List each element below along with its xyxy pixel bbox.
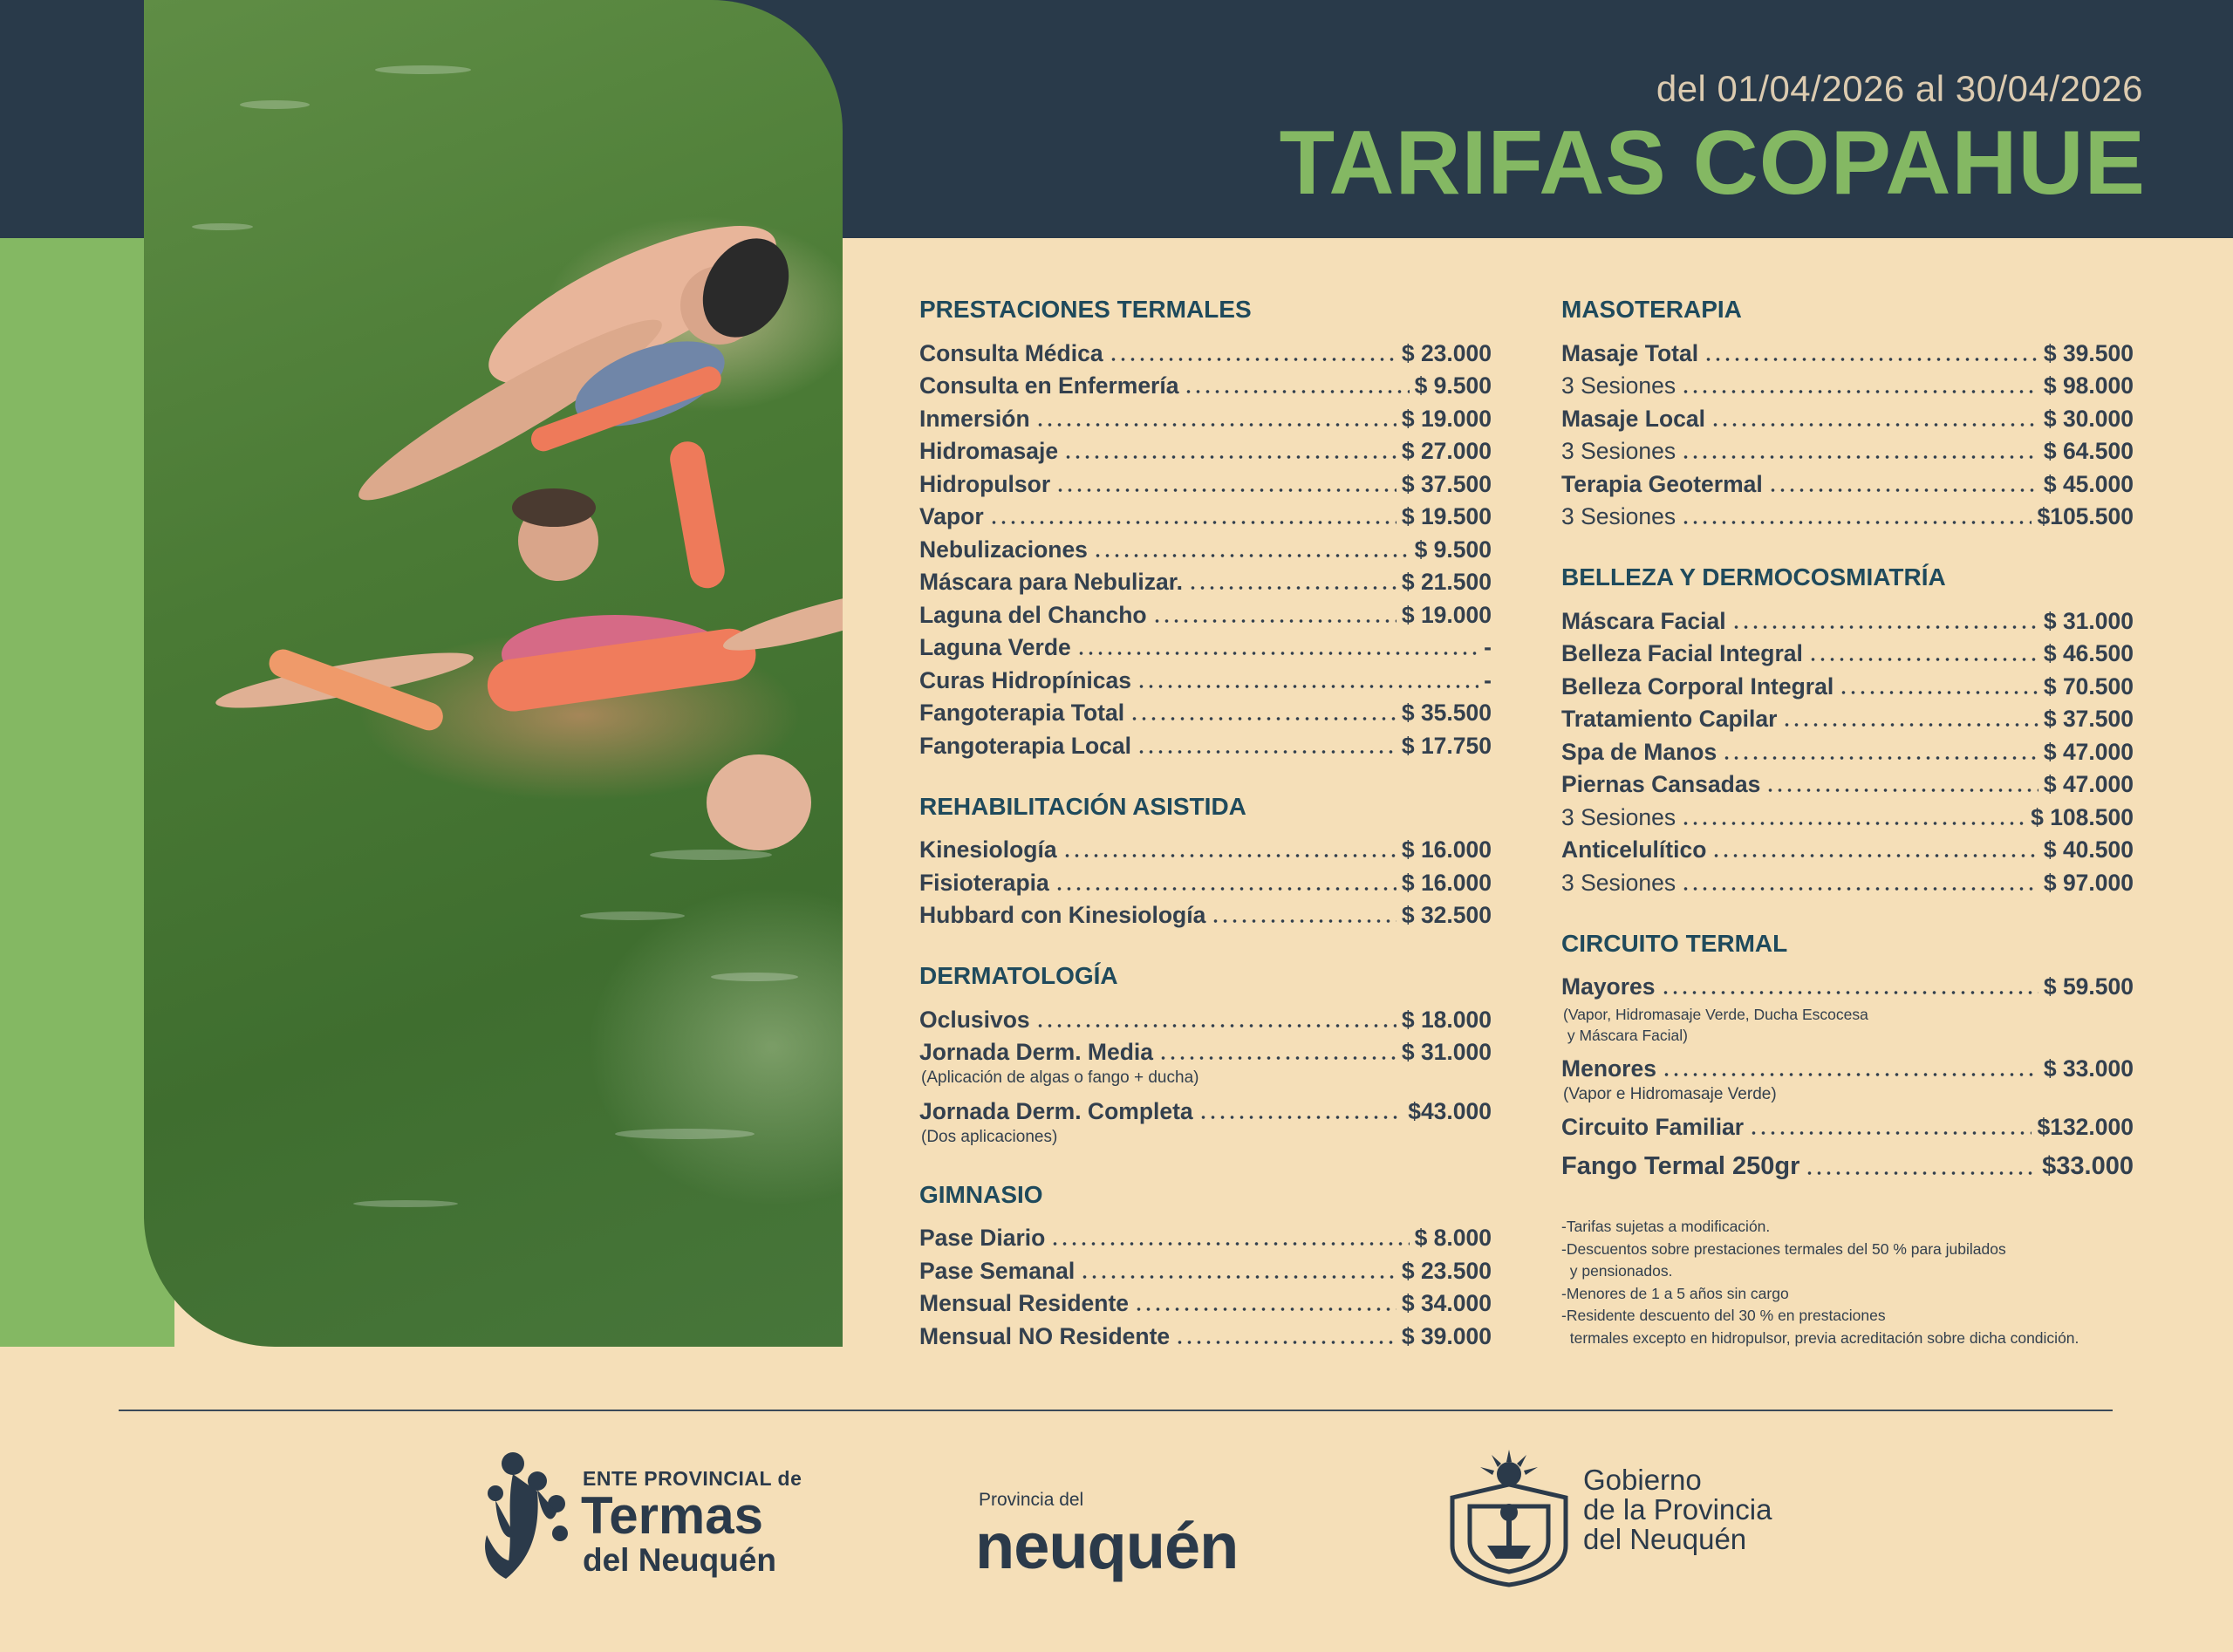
dot-leader (1080, 1275, 1396, 1279)
service-price: $ 31.000 (2043, 607, 2134, 634)
section-gimnasio (919, 1179, 1492, 1350)
section-prestaciones-termales (919, 294, 1492, 760)
price-row (1561, 1141, 2134, 1181)
service-price: $ 21.500 (1401, 569, 1492, 595)
price-row (919, 465, 1492, 498)
disclaimer-line: y pensionados. (1561, 1262, 1673, 1280)
price-row (919, 661, 1492, 694)
price-row (919, 334, 1492, 367)
price-row (1561, 667, 2134, 700)
service-price: $ 45.000 (2043, 470, 2134, 497)
dot-leader (1711, 423, 2038, 427)
dot-leader (1681, 390, 2038, 393)
service-name: Hidromasaje (919, 438, 1059, 464)
dot-leader (1749, 1131, 2032, 1135)
section-title: MASOTERAPIA (1561, 296, 1742, 323)
service-name: Hubbard con Kinesiología (919, 902, 1206, 928)
dot-leader (1681, 887, 2038, 891)
section-masoterapia (1561, 294, 2134, 530)
price-row (1561, 1109, 2134, 1142)
dot-leader (1681, 521, 2032, 524)
service-price: $ 23.000 (1401, 339, 1492, 366)
service-note: (Vapor e Hidromasaje Verde) (1563, 1084, 1777, 1103)
logo-text: Termas (581, 1486, 764, 1545)
dot-leader (1055, 488, 1396, 492)
service-name: Terapia Geotermal (1561, 470, 1763, 497)
service-price: $ 30.000 (2043, 405, 2134, 432)
logo-text: del Neuquén (1583, 1523, 1747, 1555)
service-name: Pase Diario (919, 1225, 1046, 1251)
price-row (919, 399, 1492, 433)
dot-leader (1076, 652, 1478, 655)
price-row (1561, 864, 2134, 897)
dot-leader (1152, 619, 1396, 623)
price-row (1561, 968, 2134, 1001)
price-row (919, 1317, 1492, 1350)
dot-leader (1134, 1307, 1396, 1311)
price-row (919, 864, 1492, 897)
service-name: Mensual Residente (919, 1290, 1130, 1316)
disclaimer-line: -Residente descuento del 30 % en prestaciones (1561, 1307, 1886, 1324)
service-name: Pase Semanal (919, 1257, 1076, 1284)
gobierno-neuquen-logo (1444, 1450, 1810, 1589)
price-row (919, 367, 1492, 400)
dot-leader (1768, 488, 2038, 492)
service-note (1563, 1004, 2134, 1046)
service-price: $33.000 (2042, 1152, 2134, 1180)
footer-divider (119, 1410, 2113, 1411)
hero-photo (144, 0, 843, 1347)
service-name: Nebulizaciones (919, 536, 1088, 563)
dot-leader (1130, 717, 1396, 720)
service-price: $ 40.500 (2043, 836, 2134, 863)
logo-text: del Neuquén (583, 1542, 777, 1578)
service-price: $ 98.000 (2043, 372, 2134, 399)
dot-leader (1681, 455, 2038, 459)
termas-neuquen-logo (480, 1448, 811, 1592)
service-name: Belleza Facial Integral (1561, 640, 1803, 666)
dot-leader (1035, 1024, 1396, 1027)
service-price: - (1484, 666, 1492, 693)
dot-leader (1188, 586, 1396, 590)
service-name: Fangoterapia Total (919, 700, 1125, 726)
price-row (919, 727, 1492, 760)
service-name: Consulta en Enfermería (919, 372, 1179, 399)
dot-leader (1055, 887, 1396, 891)
price-row (1561, 831, 2134, 864)
service-price: $ 37.500 (2043, 706, 2134, 732)
service-price: $ 23.500 (1401, 1257, 1492, 1284)
service-name: 3 Sesiones (1561, 869, 1676, 896)
service-price: $ 16.000 (1401, 869, 1492, 896)
price-row (1561, 798, 2134, 831)
service-price: $105.500 (2037, 503, 2134, 529)
price-row (1561, 498, 2134, 531)
price-row (919, 1092, 1492, 1125)
dot-leader (1035, 423, 1396, 427)
note-line: y Máscara Facial) (1563, 1027, 1688, 1044)
logo-text: neuquén (975, 1510, 1239, 1582)
price-row (919, 1219, 1492, 1253)
service-name: Máscara para Nebulizar. (919, 569, 1183, 595)
service-price: $43.000 (1408, 1097, 1492, 1124)
provincia-neuquen-logo (975, 1490, 1263, 1586)
dot-leader (1109, 358, 1396, 361)
service-name: 3 Sesiones (1561, 372, 1676, 399)
service-price: $ 19.500 (1401, 503, 1492, 529)
service-name: Menores (1561, 1055, 1656, 1082)
service-price: $ 46.500 (2043, 640, 2134, 666)
service-name: Masaje Local (1561, 405, 1705, 432)
service-price: $ 17.750 (1401, 732, 1492, 759)
logo-text: Provincia del (979, 1490, 1084, 1510)
service-price: $ 8.000 (1414, 1225, 1492, 1251)
price-row (1561, 733, 2134, 766)
thermal-splash-icon (480, 1448, 576, 1592)
service-name: Fango Termal 250gr (1561, 1152, 1800, 1180)
disclaimer-line: termales excepto en hidropulsor, previa acreditación sobre dicha condición. (1561, 1328, 2079, 1347)
section-belleza (1561, 562, 2134, 897)
service-name: Jornada Derm. Media (919, 1039, 1154, 1065)
price-row (919, 1000, 1492, 1034)
dot-leader (989, 521, 1396, 524)
price-row (919, 694, 1492, 727)
dot-leader (1198, 1116, 1403, 1119)
dot-leader (1063, 455, 1396, 459)
price-row (1561, 367, 2134, 400)
service-price: - (1484, 634, 1492, 660)
service-price: $ 64.500 (2043, 438, 2134, 464)
service-price: $ 18.000 (1401, 1006, 1492, 1033)
service-name: Kinesiología (919, 836, 1057, 863)
dot-leader (1765, 788, 2038, 792)
service-name: Mayores (1561, 973, 1656, 1000)
price-row (919, 831, 1492, 864)
service-price: $ 39.500 (2043, 339, 2134, 366)
section-rehabilitacion (919, 791, 1492, 930)
left-price-column (919, 294, 1492, 1382)
service-name: 3 Sesiones (1561, 438, 1676, 464)
service-price: $ 47.000 (2043, 738, 2134, 765)
price-row (1561, 700, 2134, 734)
service-name: Vapor (919, 503, 984, 529)
service-price: $ 19.000 (1401, 601, 1492, 628)
dot-leader (1805, 1171, 2037, 1175)
service-price: $ 59.500 (2043, 973, 2134, 1000)
date-range: del 01/04/2026 al 30/04/2026 (1656, 68, 2143, 109)
price-row (919, 1034, 1492, 1067)
service-price: $ 33.000 (2043, 1055, 2134, 1082)
service-name: Jornada Derm. Completa (919, 1097, 1193, 1124)
dot-leader (1137, 750, 1396, 754)
logo-text: Gobierno (1583, 1464, 1702, 1496)
service-name: Laguna Verde (919, 634, 1071, 660)
service-name: Consulta Médica (919, 339, 1103, 366)
service-name: Oclusivos (919, 1006, 1030, 1033)
service-price: $ 16.000 (1401, 836, 1492, 863)
service-price: $ 37.500 (1401, 470, 1492, 497)
service-price: $ 32.500 (1401, 902, 1492, 928)
service-name: Masaje Total (1561, 339, 1699, 366)
service-name: Belleza Corporal Integral (1561, 672, 1834, 700)
service-price: $ 31.000 (1401, 1039, 1492, 1065)
disclaimer-line: -Descuentos sobre prestaciones termales del 50 % para jubilados (1561, 1239, 2006, 1258)
price-row (919, 433, 1492, 466)
dot-leader (1722, 756, 2038, 760)
service-price: $ 19.000 (1401, 405, 1492, 432)
dot-leader (1782, 723, 2038, 727)
service-name: Mensual NO Residente (919, 1322, 1171, 1349)
section-dermatologia (919, 960, 1492, 1148)
service-price: $ 34.000 (1401, 1290, 1492, 1316)
disclaimer-line: -Tarifas sujetas a modificación. (1561, 1218, 1771, 1235)
dot-leader (1093, 554, 1410, 557)
service-name: Laguna del Chancho (919, 601, 1147, 628)
dot-leader (1137, 685, 1478, 688)
service-price: $132.000 (2037, 1114, 2134, 1140)
price-row (1561, 465, 2134, 498)
dot-leader (1062, 854, 1396, 857)
service-price: $ 39.000 (1401, 1322, 1492, 1349)
section-title: PRESTACIONES TERMALES (919, 296, 1252, 323)
dot-leader (1704, 358, 2038, 361)
section-title: GIMNASIO (919, 1180, 1043, 1208)
dot-leader (1175, 1341, 1396, 1344)
price-row (1561, 1049, 2134, 1082)
service-price: $ 27.000 (1401, 438, 1492, 464)
price-row (919, 629, 1492, 662)
service-note: (Dos aplicaciones) (921, 1127, 1058, 1146)
price-row (1561, 602, 2134, 635)
price-row (1561, 635, 2134, 668)
dot-leader (1681, 822, 2025, 825)
price-row (919, 1252, 1492, 1285)
service-name: Fangoterapia Local (919, 732, 1131, 759)
section-circuito-termal (1561, 928, 2134, 1182)
section-title: CIRCUITO TERMAL (1561, 929, 1788, 957)
dot-leader (1661, 991, 2038, 994)
dot-leader (1839, 691, 2038, 694)
note-line: (Vapor, Hidromasaje Verde, Ducha Escocesa (1563, 1006, 1868, 1023)
service-name: Piernas Cansadas (1561, 771, 1761, 797)
service-name: Curas Hidropínicas (919, 666, 1131, 693)
price-row (919, 563, 1492, 597)
dot-leader (1808, 658, 2038, 661)
dot-leader (1050, 1242, 1409, 1246)
service-price: $ 35.500 (1401, 700, 1492, 726)
service-name: Tratamiento Capilar (1561, 706, 1778, 732)
service-name: Anticelulítico (1561, 836, 1707, 863)
right-price-column (1561, 294, 2134, 1212)
price-row (919, 596, 1492, 629)
dot-leader (1211, 919, 1396, 923)
section-title: BELLEZA Y DERMOCOSMIATRÍA (1561, 563, 1946, 590)
price-row (919, 498, 1492, 531)
price-row (1561, 766, 2134, 799)
dot-leader (1158, 1056, 1396, 1060)
dot-leader (1662, 1073, 2038, 1076)
service-price: $ 70.500 (2043, 672, 2134, 700)
service-note: (Aplicación de algas o fango + ducha) (921, 1068, 1199, 1087)
price-row (1561, 334, 2134, 367)
price-row (1561, 399, 2134, 433)
disclaimer-line: -Menores de 1 a 5 años sin cargo (1561, 1284, 1789, 1302)
service-price: $ 47.000 (2043, 771, 2134, 797)
service-name: Fisioterapia (919, 869, 1049, 896)
provincial-shield-icon (1444, 1450, 1574, 1589)
price-row (1561, 433, 2134, 466)
service-price: $ 9.500 (1414, 372, 1492, 399)
dot-leader (1711, 854, 2038, 857)
price-row (919, 1285, 1492, 1318)
service-price: $ 9.500 (1414, 536, 1492, 563)
service-name: Máscara Facial (1561, 607, 1726, 634)
service-name: 3 Sesiones (1561, 503, 1676, 529)
service-name: Circuito Familiar (1561, 1114, 1745, 1140)
price-row (919, 530, 1492, 563)
service-name: Hidropulsor (919, 470, 1051, 497)
service-name: 3 Sesiones (1561, 803, 1676, 830)
disclaimer-notes (1561, 1216, 2189, 1349)
dot-leader (1184, 390, 1409, 393)
section-title: REHABILITACIÓN ASISTIDA (919, 792, 1246, 820)
service-price: $ 108.500 (2031, 803, 2134, 830)
dot-leader (1731, 625, 2038, 629)
service-name: Inmersión (919, 405, 1030, 432)
logo-text: ENTE PROVINCIAL de (583, 1467, 802, 1490)
section-title: DERMATOLOGÍA (919, 962, 1118, 989)
price-row (919, 897, 1492, 930)
service-price: $ 97.000 (2043, 869, 2134, 896)
page-title: TARIFAS COPAHUE (1279, 113, 2146, 214)
service-name: Spa de Manos (1561, 738, 1717, 765)
logo-text: de la Provincia (1583, 1493, 1772, 1526)
